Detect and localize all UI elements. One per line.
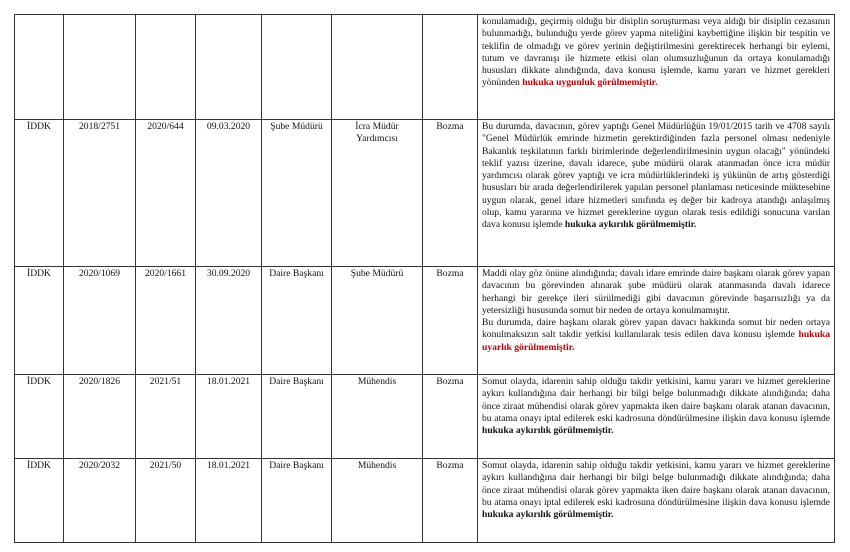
case-number-cell: 2020/1826 [64, 375, 136, 459]
result-cell: Bozma [423, 267, 478, 375]
previous-title-cell: Daire Başkanı [262, 267, 332, 375]
summary-paragraph [482, 268, 830, 317]
decision-summary-cell [478, 267, 835, 375]
result-cell: Bozma [423, 120, 478, 267]
case-number-cell: 2020/2032 [64, 459, 136, 543]
previous-title-cell: Daire Başkanı [262, 375, 332, 459]
case-number-cell: 2018/2751 [64, 120, 136, 267]
court-cell [15, 15, 64, 120]
decision-number-cell: 2020/1661 [136, 267, 196, 375]
summary-paragraph [482, 16, 830, 90]
table-row [15, 120, 835, 267]
decision-date-cell: 09.03.2020 [196, 120, 262, 267]
summary-text: konulamadığı, geçirmiş olduğu bir disiplin soruşturması veya aldığı bir disiplin cezasının bulunmadığı, bulunduğu yerde görev yapma niteliğini kaybettiğine ilişkin bir tespitin ve teklifin de olmadığı ve görev yerinin değiştirilmesini gerektirecek herhangi bir eylemi, tutum ve davranışı ile hizmete etkisi olan olumsuzluğunun da ortaya konulamadığı hususları dikkate alındığında, dava konusu işlemde, kamu yararı ve hizmet gerekleri yönünden [482, 16, 830, 89]
court-cell: İDDK [15, 120, 64, 267]
table-row [15, 459, 835, 543]
previous-title-cell: Daire Başkanı [262, 459, 332, 543]
new-title-cell: Şube Müdürü [332, 267, 423, 375]
summary-paragraph [482, 317, 830, 354]
summary-text: Somut olayda, idarenin sahip olduğu takdir yetkisini, kamu yararı ve hizmet gereklerine aykırı kullandığına dair herhangi bir bilgi belge bulunmadığı dikkate alındığında; daha önce ziraat mühendisi olarak görev yapmakta iken daire başkanı olarak atanan davacının, bu atama onayı iptal edilerek eski kadrosuna döndürülmesine ilişkin dava konusu işlemde [482, 376, 830, 424]
decision-number-cell [136, 15, 196, 120]
decision-date-cell: 18.01.2021 [196, 459, 262, 543]
court-cell: İDDK [15, 375, 64, 459]
table-row [15, 15, 835, 120]
summary-paragraph [482, 121, 830, 232]
result-cell: Bozma [423, 459, 478, 543]
verdict-text: hukuka uygunluk görülmemiştir. [522, 77, 658, 89]
case-number-cell: 2020/1069 [64, 267, 136, 375]
decision-number-cell: 2020/644 [136, 120, 196, 267]
decision-summary-cell [478, 120, 835, 267]
court-cell: İDDK [15, 267, 64, 375]
case-number-cell [64, 15, 136, 120]
new-title-cell: Mühendis [332, 459, 423, 543]
new-title-cell: İcra Müdür Yardımcısı [332, 120, 423, 267]
summary-text: Somut olayda, idarenin sahip olduğu takdir yetkisini, kamu yararı ve hizmet gereklerine aykırı kullandığına dair herhangi bir bilgi belge bulunmadığı dikkate alındığında; daha önce ziraat mühendisi olarak görev yapmakta iken daire başkanı olarak atanan davacının, bu atama onayı iptal edilerek eski kadrosuna döndürülmesine ilişkin dava konusu işlemde [482, 460, 830, 508]
decision-date-cell: 18.01.2021 [196, 375, 262, 459]
verdict-text: hukuka aykırılık görülmemiştir. [482, 509, 614, 521]
decision-summary-cell [478, 15, 835, 120]
decision-date-cell [196, 15, 262, 120]
decision-number-cell: 2021/50 [136, 459, 196, 543]
table-row [15, 267, 835, 375]
summary-paragraph [482, 460, 830, 521]
summary-text: Maddi olay göz önüne alındığında; davalı idare emrinde daire başkanı olarak görev yapan davacının bu görevinden alınarak şube müdürü olarak atanmasında davalı idarece herhangi bir gerekçe ileri sürülmediği gibi davacının görevinde başarısızlığı ya da yetersizliği hususunda somut bir neden de ortaya konulmamıştır. [482, 268, 830, 316]
verdict-text: hukuka uyarlık görülmemiştir. [482, 329, 830, 353]
summary-text: Bu durumda, davacının, görev yaptığı Genel Müdürlüğün 19/01/2015 tarih ve 4708 sayılı "Genel Müdürlük emrinde hizmetin gerektirdiğinden fazla personel olması nedeniyle Bakanlık teşkilatının farklı birimlerinde değerlendirilmesinin uygun olacağı" yönündeki teklif yazısı üzerine, davalı idarece, şube müdürü olarak atanmadan önce icra müdür yardımcısı olarak görev yaptığı ve icra müdürlüklerindeki iş yükünün de artış gösterdiği hususları bir arada değerlendirilerek yapılan personel planlaması neticesinde müktesebine uygun olarak, genel idare hizmetleri sınıfında eş değer bir kadroya atandığı anlaşılmış olup, kamu yararına ve hizmet gereklerine uygun olarak tesis edildiği sonucuna varılan dava konusu işlemde [482, 121, 830, 231]
decision-summary-cell [478, 459, 835, 543]
summary-text: Bu durumda, daire başkanı olarak görev yapan davacı hakkında somut bir neden ortaya konulmaksızın salt takdir yetkisi kullanılarak tesis edilen dava konusu işlemde [482, 317, 830, 341]
summary-paragraph [482, 376, 830, 437]
previous-title-cell: Şube Müdürü [262, 120, 332, 267]
decisions-table-body [15, 15, 835, 543]
court-cell: İDDK [15, 459, 64, 543]
decision-date-cell: 30.09.2020 [196, 267, 262, 375]
new-title-cell [332, 15, 423, 120]
table-row [15, 375, 835, 459]
previous-title-cell [262, 15, 332, 120]
verdict-text: hukuka aykırılık görülmemiştir. [564, 219, 697, 231]
verdict-text: hukuka aykırılık görülmemiştir. [482, 425, 614, 437]
result-cell: Bozma [423, 375, 478, 459]
result-cell [423, 15, 478, 120]
decision-number-cell: 2021/51 [136, 375, 196, 459]
decisions-table [14, 14, 835, 543]
new-title-cell: Mühendis [332, 375, 423, 459]
decision-summary-cell [478, 375, 835, 459]
